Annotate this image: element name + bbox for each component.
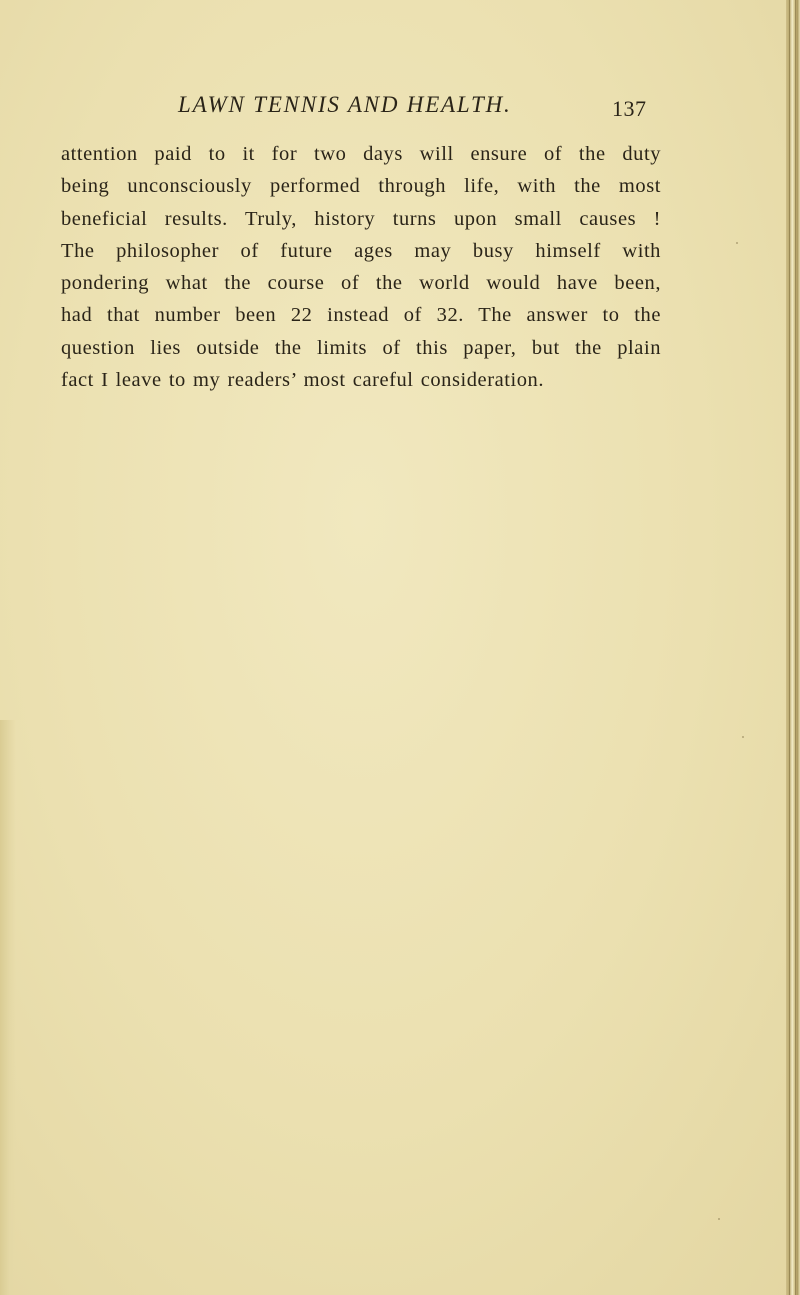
page-gutter-shadow [0, 720, 16, 1295]
paper-speck [718, 1218, 720, 1220]
text-line: The philosopher of future ages may busy himself with [61, 239, 661, 262]
paper-speck [742, 736, 744, 738]
text-line: fact I leave to my readers’ most careful consideration. [61, 369, 544, 392]
paragraph [61, 138, 661, 396]
text-line: attention paid to it for two days will ensure of the duty [61, 143, 661, 165]
text-line: had that number been 22 instead of 32. The answer to the [61, 304, 661, 327]
text-line: beneficial results. Truly, history turns upon small causes ! [61, 207, 661, 230]
text-line: question lies outside the limits of this paper, but the plain [61, 336, 661, 359]
page-edge-line [795, 0, 796, 1295]
page-edge [786, 0, 800, 1295]
page-edge-line [789, 0, 790, 1295]
paper-speck [736, 242, 738, 244]
running-title: LAWN TENNIS AND HEALTH. [178, 92, 512, 117]
text-line: pondering what the course of the world would have been, [61, 272, 661, 295]
text-line: being unconsciously performed through life, with the most [61, 175, 661, 198]
page-number: 137 [612, 96, 647, 121]
